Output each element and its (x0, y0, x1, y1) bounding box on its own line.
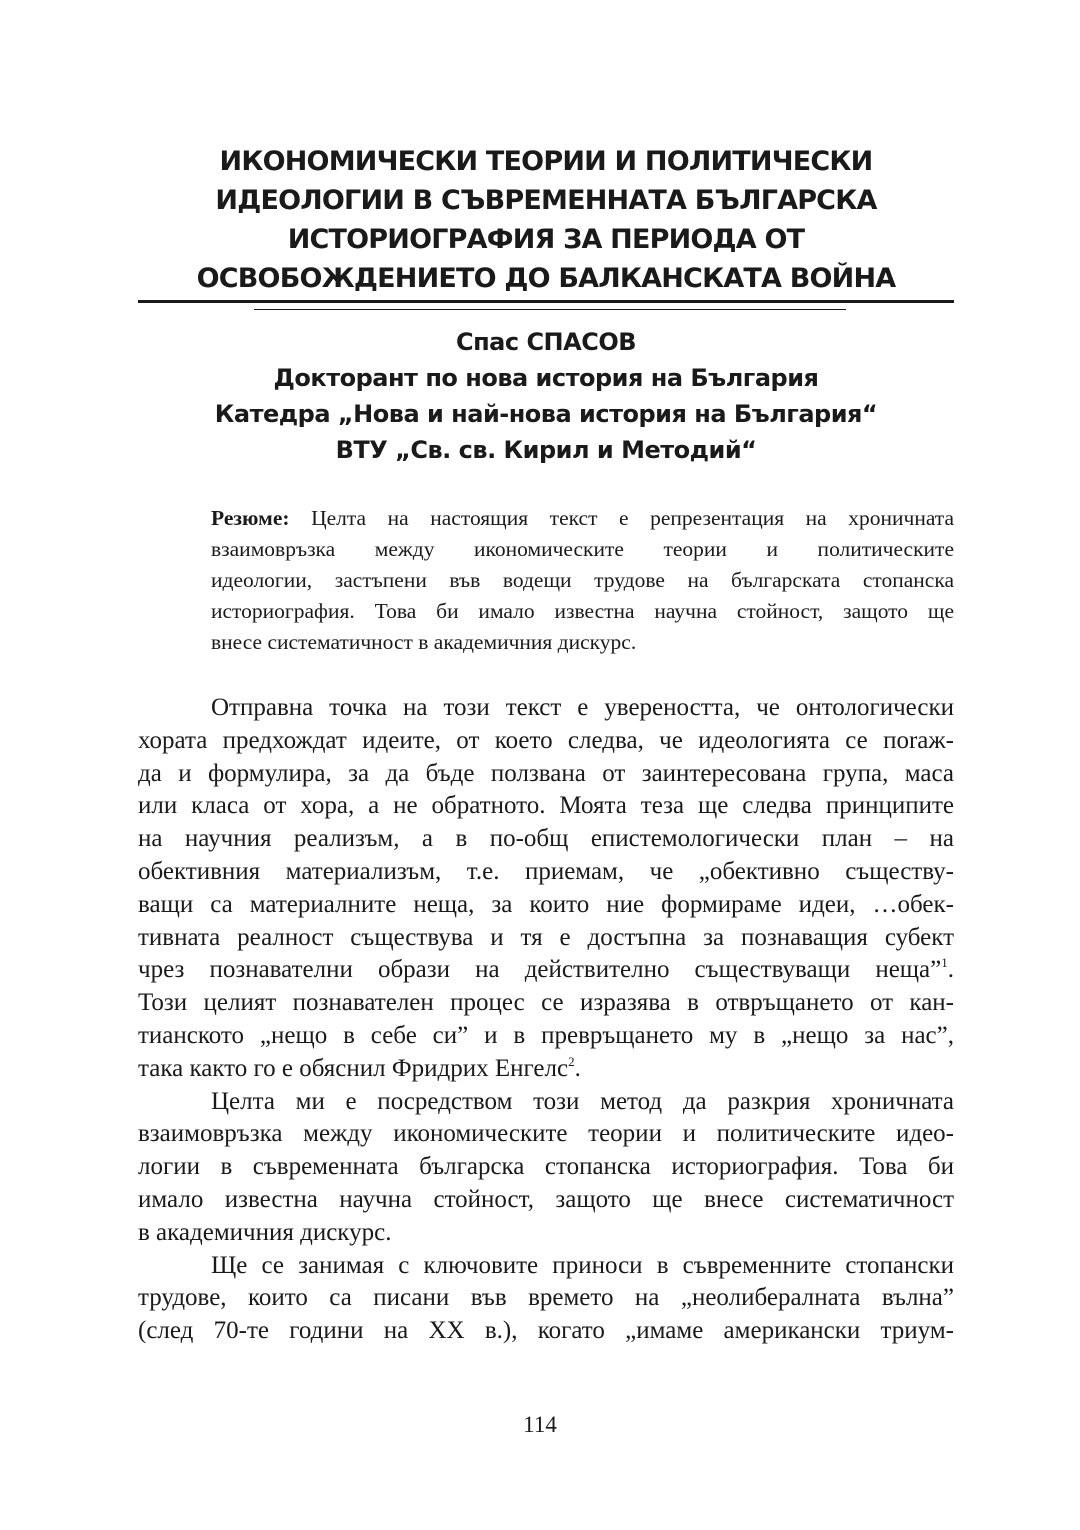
title-line: ИКОНОМИЧЕСКИ ТЕОРИИ И ПОЛИТИЧЕСКИ (219, 146, 873, 177)
author-name: Спас СПАСОВ (455, 328, 637, 356)
paragraph-line: ващи са материалните неща, за които ние формираме идеи, …обек- (138, 890, 954, 918)
paragraph-text: . (574, 1054, 581, 1082)
abstract-text: Целта на настоящия текст е репрезентация на хроничната (311, 506, 955, 530)
paragraph-line: Целта ми е посредством този метод да разкрия хроничната (211, 1087, 954, 1115)
author-university: ВТУ „Св. св. Кирил и Методий“ (335, 436, 757, 464)
title-divider-thin (254, 309, 846, 310)
body-text (138, 692, 954, 1348)
abstract-line: внесе систематичност в академичния дискурс. (211, 630, 637, 654)
title-line: ИДЕОЛОГИИ В СЪВРЕМЕННАТА БЪЛГАРСКА (215, 185, 877, 216)
paragraph-text: . (947, 956, 954, 984)
paragraph-line: на научния реализъм, а в по-общ епистемологически план – на (138, 825, 954, 853)
abstract-label: Резюме: (211, 506, 290, 530)
abstract-line: взаимовръзка между икономическите теории и политическите (211, 537, 954, 561)
paragraph-line: Този целият познавателен процес се изразява в отвръщането от кан- (138, 989, 954, 1017)
paragraph-line: (след 70-те години на XX в.), когато „имаме американски триум- (138, 1317, 954, 1345)
paragraph-line: трудове, които са писани във времето на „неолибералната вълна” (138, 1284, 954, 1312)
abstract-line (211, 503, 954, 534)
paragraph-line (138, 1053, 954, 1086)
abstract (211, 503, 954, 658)
paragraph-line: тивната реалност съществува и тя е достъпна за познаващия субект (138, 923, 954, 951)
footnote-ref-1[interactable]: 1 (941, 955, 948, 971)
paragraph-line: Отправна точка на този текст е увереността, че онтологически (211, 694, 954, 721)
page-number: 114 (523, 1412, 557, 1437)
paragraph-line: тианското „нещо в себе си” и в превръщането му в „нещо за нас”, (138, 1021, 954, 1049)
footnote-ref-2[interactable]: 2 (568, 1053, 575, 1069)
title-line: ИСТОРИОГРАФИЯ ЗА ПЕРИОДА ОТ (287, 224, 805, 255)
paragraph-line (138, 954, 954, 987)
paragraph-line: взаимовръзка между икономическите теории и политическите идео- (138, 1120, 954, 1148)
paragraph-line: логии в съвременната българска стопанска историография. Това би (138, 1153, 954, 1181)
author-block (138, 324, 954, 468)
paragraph-line: или класа от хора, а не обратното. Моята теза ще следва принципите (138, 792, 954, 820)
paragraph-text: така както го е обяснил Фридрих Енгелс (138, 1054, 569, 1082)
author-department: Катедра „Нова и най-нова история на България“ (214, 400, 878, 428)
paragraph-line: хората предхождат идеите, от което следва, че идеологията се поraж- (138, 726, 954, 754)
paragraph-line: обективния материализъм, т.е. приемам, че „обективно съществу- (138, 857, 954, 885)
paragraph-line: имало известна научна стойност, защото ще внесе систематичност (138, 1185, 954, 1213)
paragraph-line: да и формулира, за да бъде ползвана от заинтересована група, маса (138, 759, 954, 787)
abstract-line: идеологии, застъпени във водещи трудове на българската стопанска (211, 568, 954, 592)
article-title (138, 142, 954, 298)
paragraph-line: в академичния дискурс. (138, 1218, 392, 1246)
title-divider-thick (138, 300, 954, 303)
abstract-line: историография. Това би имало известна научна стойност, защото ще (211, 599, 954, 623)
title-line: ОСВОБОЖДЕНИЕТО ДО БАЛКАНСКАТА ВОЙНА (196, 263, 896, 294)
paragraph-text: чрез познавателни образи на действително съществуващи неща” (138, 956, 942, 984)
author-position: Докторант по нова история на България (273, 364, 819, 392)
paragraph-line: Ще се занимая с ключовите приноси в съвременните стопански (211, 1251, 954, 1279)
